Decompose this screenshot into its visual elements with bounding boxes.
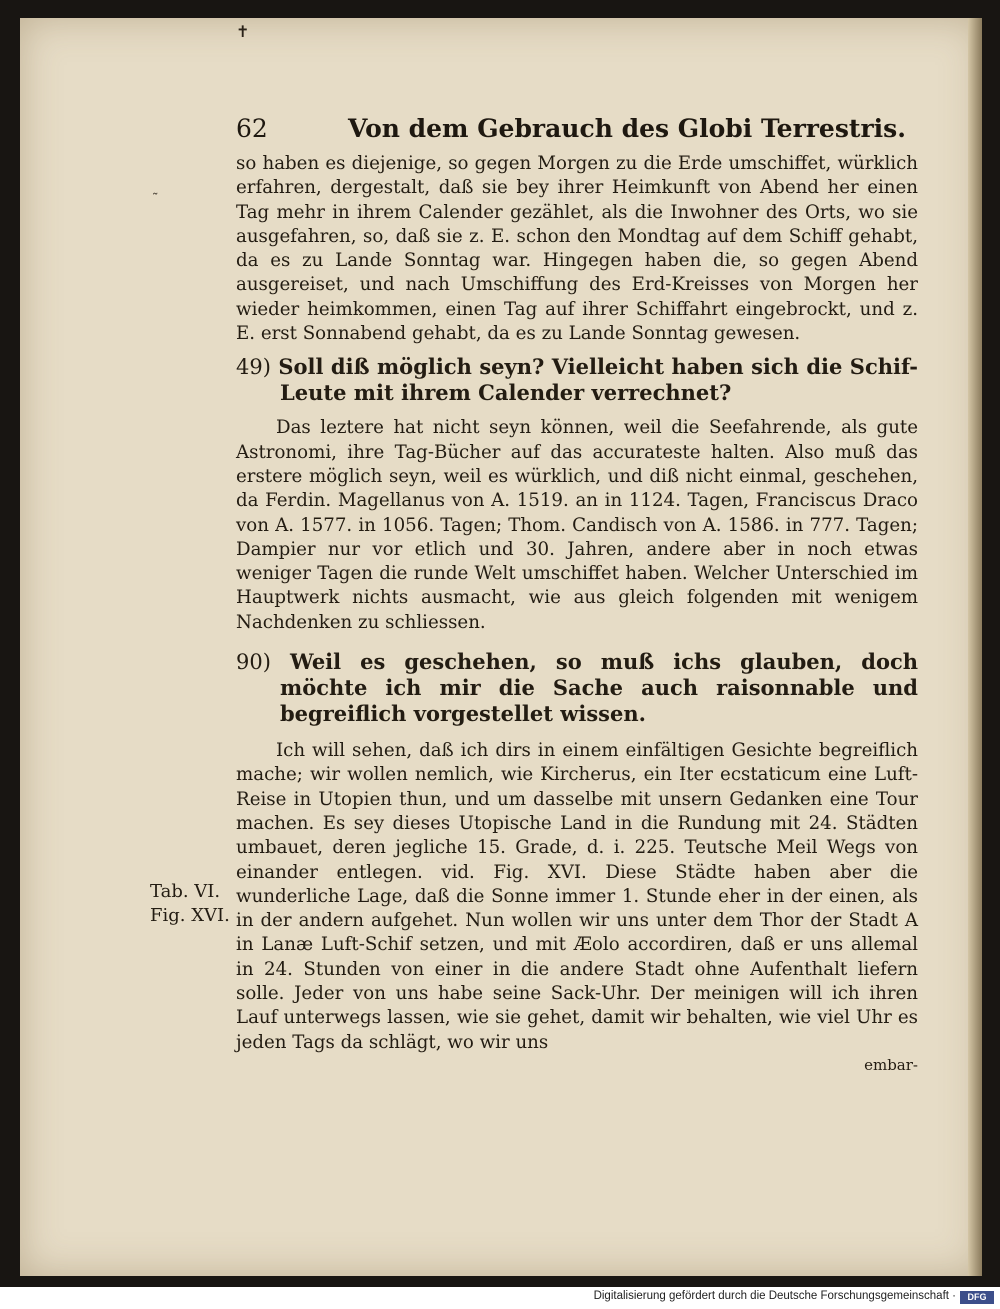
question-49 xyxy=(236,354,918,406)
question-number: 49) xyxy=(236,355,271,380)
page-number: 62 xyxy=(236,114,268,143)
question-90 xyxy=(236,649,918,727)
running-title: Von dem Gebrauch des Globi Terrestris. xyxy=(348,114,906,143)
question-text: Soll diß möglich seyn? Vielleicht haben sich die Schif-Leute mit ihrem Calender verrechnet? xyxy=(278,354,919,406)
catchword: embar- xyxy=(864,1055,918,1074)
question-number: 90) xyxy=(236,650,271,675)
ink-mark-icon: ✝ xyxy=(236,22,250,41)
margin-note-figure: Fig. XVI. xyxy=(150,905,230,926)
margin-note xyxy=(150,880,244,928)
funding-notice: Digitalisierung gefördert durch die Deutsche Forschungsgemeinschaft · xyxy=(593,1290,956,1302)
page-body xyxy=(236,152,918,1075)
answer-paragraph: Das leztere hat nicht seyn können, weil die Seefahrende, als gute Astronomi, ihre Tag-Bücher auf das accurateste halten. Also muß das erstere möglich seyn, weil es würklich, und diß nicht einmal, geschehen, da Ferdin. Magellanus von A. 1519. an in 1124. Tagen, Franciscus Draco von A. 1577. in 1056. Tagen; Thom. Candisch von A. 1586. in 777. Tagen; Dampier nur vor etlich und 30. Jahren, andere aber in noch etwas weniger Tagen die runde Welt umschiffet haben. Welcher Unterschied im Hauptwerk nichts ausmacht, wie aus gleich folgenden mit wenigem Nachdenken zu schliessen. xyxy=(236,417,918,633)
answer-paragraph: Ich will sehen, daß ich dirs in einem einfältigen Gesichte begreiflich mache; wir wollen nemlich, wie Kircherus, ein Iter ecstaticum eine Luft-Reise in Utopien thun, und um dasselbe mit unsern Gedanken eine Tour machen. Es sey dieses Utopische Land in die Rundung mit 24. Städten umbauet, deren jegliche 15. Grade, d. i. 225. Teutsche Meil Wegs von einander entlegen. vid. Fig. XVI. Diese Städte haben aber die wunderliche Lage, daß die Sonne immer 1. Stunde eher in der einen, als in der andern aufgehet. Nun wollen wir uns unter dem Thor der Stadt A in Lanæ Luft-Schif setzen, und mit Æolo accordiren, daß er uns allemal in 24. Stunden von einer in die andere Stadt ohne Aufenthalt liefern solle. Jeder von uns habe seine Sack-Uhr. Der meinigen will ich ihren Lauf unterwegs lassen, wie sie gehet, damit wir behalten, wie viel Uhr es jeden Tags da schlägt, wo wir uns xyxy=(236,740,918,1053)
ink-smudge-icon: ˜ xyxy=(152,192,159,207)
page-edge xyxy=(968,18,982,1276)
paragraph-continuation: so haben es diejenige, so gegen Morgen zu die Erde umschiffet, würklich erfahren, dergestalt, daß sie bey ihrer Heimkunft von Abend her einen Tag mehr in ihrem Calender gezählet, als die Inwohner des Orts, wo sie ausgefahren, so, daß sie z. E. schon den Mondtag auf dem Schiff gehabt, da es zu Lande Sonntag war. Hingegen haben die, so gegen Abend ausgereiset, und nach Umschiffung des Erd-Kreisses von Morgen her wieder heimkommen, einen Tag auf ihrer Schiffahrt eingebrockt, und z. E. erst Sonnabend gehabt, da es zu Lande Sonntag gewesen. xyxy=(236,153,918,345)
page-header xyxy=(236,114,906,150)
digitization-footer xyxy=(0,1287,1000,1309)
dfg-logo-icon: DFG xyxy=(960,1291,994,1304)
margin-note-table: Tab. VI. xyxy=(150,881,221,902)
question-text: Weil es geschehen, so muß ichs glauben, doch möchte ich mir die Sache auch raisonnable und begreiflich vorgestellet wissen. xyxy=(280,649,919,727)
